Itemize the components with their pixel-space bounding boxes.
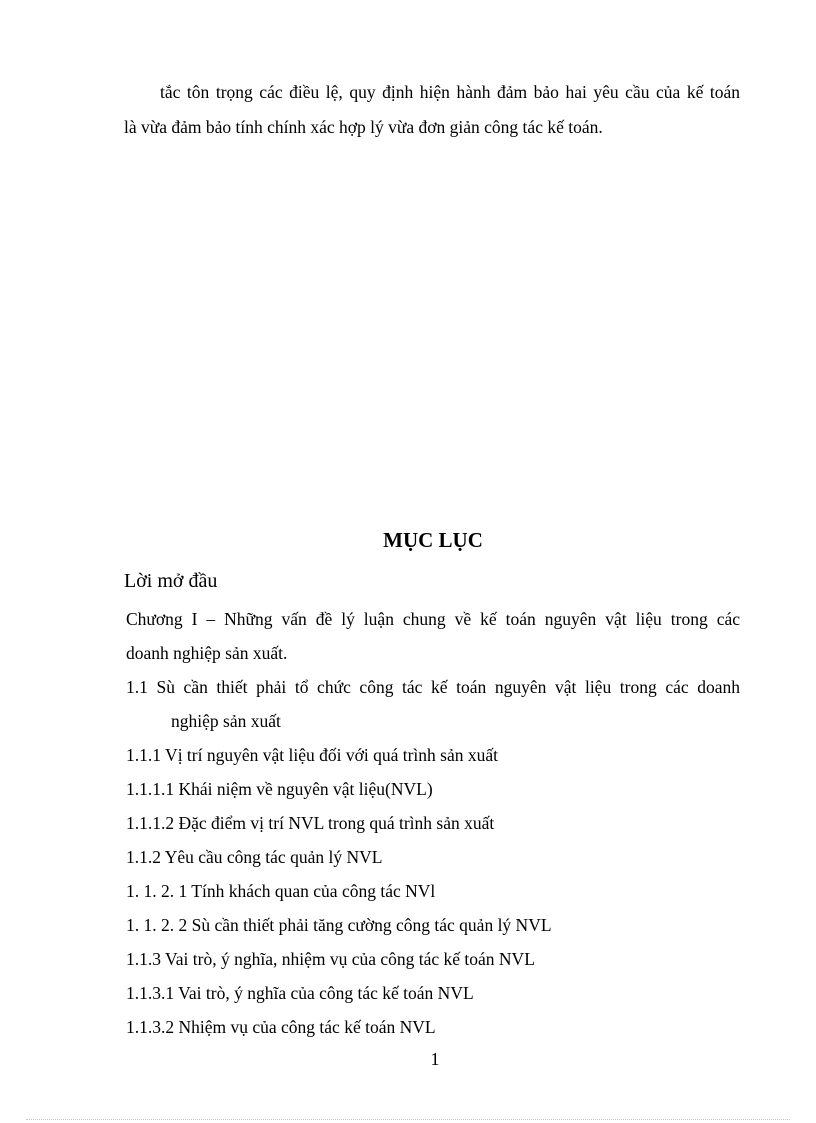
toc-entry: 1.1.3.1 Vai trò, ý nghĩa của công tác kế toán NVL <box>126 983 474 1003</box>
body-text-line-2: là vừa đảm bảo tính chính xác hợp lý vừa đơn giản công tác kế toán. <box>124 117 603 137</box>
toc-entry: 1.1.3 Vai trò, ý nghĩa, nhiệm vụ của công tác kế toán NVL <box>126 949 535 969</box>
toc-entry: 1.1.1.1 Khái niệm về nguyên vật liệu(NVL) <box>126 779 433 799</box>
toc-chapter-1-line-2: doanh nghiệp sản xuất. <box>126 643 288 663</box>
toc-intro: Lời mở đầu <box>124 570 218 592</box>
toc-entry: 1.1.1 Vị trí nguyên vật liệu đối với quá trình sản xuất <box>126 745 499 765</box>
toc-entry: 1.1.3.2 Nhiệm vụ của công tác kế toán NVL <box>126 1017 436 1037</box>
toc-entry: 1. 1. 2. 2 Sù cần thiết phải tăng cường công tác quản lý NVL <box>126 915 552 935</box>
toc-chapter-1-line-1: Chương I – Những vấn đề lý luận chung về kế toán nguyên vật liệu trong các <box>126 609 740 629</box>
toc-section-1-1-line-1: 1.1 Sù cần thiết phải tổ chức công tác kế toán nguyên vật liệu trong các doanh <box>126 677 740 697</box>
toc-entry: 1. 1. 2. 1 Tính khách quan của công tác NVl <box>126 881 436 901</box>
toc-entry: 1.1.1.2 Đặc điểm vị trí NVL trong quá trình sản xuất <box>126 813 495 833</box>
body-text-line-1: tắc tôn trọng các điều lệ, quy định hiện hành đảm bảo hai yêu cầu của kế toán <box>160 82 740 102</box>
toc-section-1-1-line-2: nghiệp sản xuất <box>171 711 281 731</box>
page-number: 1 <box>430 1049 440 1069</box>
page-bottom-divider <box>26 1119 790 1120</box>
page-title: MỤC LỤC <box>383 528 483 552</box>
toc-entry: 1.1.2 Yêu cầu công tác quản lý NVL <box>126 847 383 867</box>
